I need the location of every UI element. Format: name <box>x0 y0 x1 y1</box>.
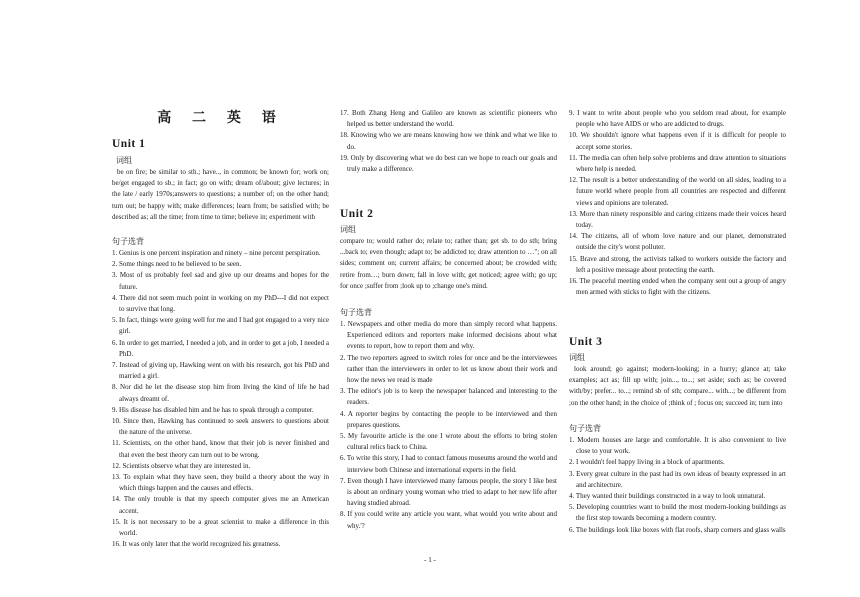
list-item: 5. In fact, things were going well for me and I had got engaged to a very nice girl. <box>112 316 329 336</box>
list-item: 7. Even though I have interviewed many famous people, the story I like best is about an ordinary young woman who tried to adapt to her new life after having studied abroad. <box>340 476 557 508</box>
list-item: 10. We shouldn't ignore what happens even if it is difficult for people to accept some stories. <box>569 131 786 151</box>
unit-1-sentence-list <box>112 248 329 550</box>
list-item: 15. Brave and strong, the activists talked to workers outside the factory and left a positive message about protecting the earth. <box>569 254 786 274</box>
unit-2-vocab-label: 词组 <box>340 225 356 234</box>
list-item: 18. Knowing who we are means knowing how we think and what we like to do. <box>340 131 557 151</box>
unit-2-sentences-label: 句子选背 <box>340 308 372 317</box>
unit-3-sentences-label: 句子选背 <box>569 424 601 433</box>
unit-2-sentence-list-continued <box>569 108 786 298</box>
list-item: 17. Both Zhang Heng and Galileo are known as scientific pioneers who helped us better understand the world. <box>340 109 557 129</box>
list-item: 7. Instead of giving up, Hawking went on with his research, got his PhD and married a girl. <box>112 361 329 381</box>
unit-2-sentence-list <box>340 319 557 532</box>
unit-1-vocab-label: 词组 <box>116 156 132 165</box>
list-item: 13. To explain what they have seen, they build a theory about the way in which things happen and the causes and effects. <box>112 473 329 493</box>
list-item: 10. Since then, Hawking has continued to seek answers to questions about the nature of the universe. <box>112 417 329 437</box>
unit-3-sentence-list <box>569 435 786 536</box>
list-item: 11. The media can often help solve problems and draw attention to situations where help is needed. <box>569 153 786 174</box>
list-item: 14. The citizens, all of whom love nature and our planet, demonstrated outside the city's worst polluter. <box>569 232 786 252</box>
unit-1-sentence-list-continued <box>340 108 557 175</box>
list-item: 4. A reporter begins by contacting the people to be interviewed and then prepares questions. <box>340 409 557 429</box>
list-item: 16. It was only later that the world recognized his greatness. <box>112 540 281 549</box>
unit-1-heading: Unit 1 <box>112 138 146 150</box>
list-item: 8. If you could write any article you want, what would you write about and why.'? <box>340 510 557 530</box>
list-item: 5. My favourite article is the one I wrote about the efforts to bring stolen cultural relics back to China. <box>340 432 557 452</box>
list-item: 2. I wouldn't feel happy living in a block of apartments. <box>569 458 725 467</box>
unit-3-vocab-label: 词组 <box>569 353 585 362</box>
list-item: 1. Genius is one percent inspiration and ninety – nine percent perspiration. <box>112 249 321 257</box>
page-number: - 1 - <box>424 556 436 564</box>
list-item: 13. More than ninety responsible and caring citizens made their voices heard today. <box>569 209 786 230</box>
list-item: 3. Most of us probably feel sad and give up our dreams and hopes for the future. <box>112 271 329 291</box>
list-item: 9. I want to write about people who you seldom read about, for example people who have AIDS or who are addicted to drugs. <box>569 109 786 129</box>
unit-1-vocab-text: be on fire; be similar to sth.; have.., in common; be known for; work on; be/get engaged to sb.; in fact; go on with; dream of/about; give lectures; in the late / early 1970s;answers to questions; a number of; on the other hand; turn out; be happy with; make differences; learn from; be satisfied with; be described as; all the time; from time to time; believe in; experiment with <box>112 168 329 221</box>
list-item: 16. The peaceful meeting ended when the company sent out a group of angry men armed with sticks to fight with the citizens. <box>569 277 786 297</box>
list-item: 1. Newspapers and other media do more than simply record what happens. Experienced editors and reporters make informed decisions about what events to report, how to report them and why. <box>340 320 557 351</box>
list-item: 3. Every great culture in the past had its own ideas of beauty expressed in art and architecture. <box>569 469 786 489</box>
list-item: 2. Some things need to be believed to be seen. <box>112 260 242 269</box>
list-item: 12. The result is a better understanding of the world on all sides, leading to a future world where people from all countries are respected and different views and opinions are tolerated. <box>569 176 786 207</box>
list-item: 11. Scientists, on the other hand, know that their job is never finished and that even the best theory can turn out to be wrong. <box>112 439 329 459</box>
list-item: 15. It is not necessary to be a great scientist to make a difference in this world. <box>112 517 329 538</box>
list-item: 6. To write this story, I had to contact famous museums around the world and interview both Chinese and international experts in the field. <box>340 454 557 474</box>
list-item: 6. The buildings look like boxes with flat roofs, sharp corners and glass walls <box>569 525 786 534</box>
unit-1-sentences-label: 句子选背 <box>112 237 144 246</box>
unit-2-heading: Unit 2 <box>340 208 374 220</box>
unit-3-vocab-text: look around; go against; modern-looking; in a hurry; glance at; take examples; act as; fill up with; join..., to...; set aside; such as; be covered with/by; prefer... to...; remind sb of sth; compare... with...; be different from ;on the other hand; in the choice of ;think of ; focus on; succeed in; turn into <box>569 365 786 407</box>
list-item: 14. The only trouble is that my speech computer gives me an American accent. <box>112 495 329 515</box>
list-item: 3. The editor's job is to keep the newspaper balanced and interesting to the readers. <box>340 387 557 407</box>
unit-3-heading: Unit 3 <box>569 336 603 348</box>
list-item: 5. Developing countries want to build the most modern-looking buildings as the first step towards becoming a modern country. <box>569 503 786 523</box>
list-item: 8. Nor did he let the disease stop him from living the kind of life he had always dreamt of. <box>112 383 329 403</box>
list-item: 12. Scientists observe what they are interested in. <box>112 461 251 470</box>
list-item: 19. Only by discovering what we do best can we hope to reach our goals and truly make a difference. <box>340 153 557 174</box>
list-item: 9. His disease has disabled him and he has to speak through a computer. <box>112 405 314 414</box>
list-item: 4. There did not seem much point in working on my PhD---I did not expect to survive that long. <box>112 293 329 314</box>
unit-2-vocab-text: compare to; would rather do; relate to; rather than; get sb. to do sth; bring ...back to; even though; adapt to; be addicted to; draw attention to …"; on all sides; comment on; current affairs; be concerned about; be crowded with; retire from…; burn down; fall in love with; get noticed; agree with; go up; for once ;suffer from ;look up to ;change one's mind. <box>340 237 557 290</box>
list-item: 6. In order to get married, I needed a job, and in order to get a job, I needed a PhD. <box>112 338 329 358</box>
page-title: 高 二 英 语 <box>157 110 284 126</box>
list-item: 4. They wanted their buildings constructed in a way to look unnatural. <box>569 492 766 501</box>
list-item: 1. Modern houses are large and comfortable. It is also convenient to live close to your work. <box>569 436 786 456</box>
list-item: 2. The two reporters agreed to switch roles for once and be the interviewees rather than the interviewers in order to let us know about their work and how the news we read is made <box>340 353 557 385</box>
